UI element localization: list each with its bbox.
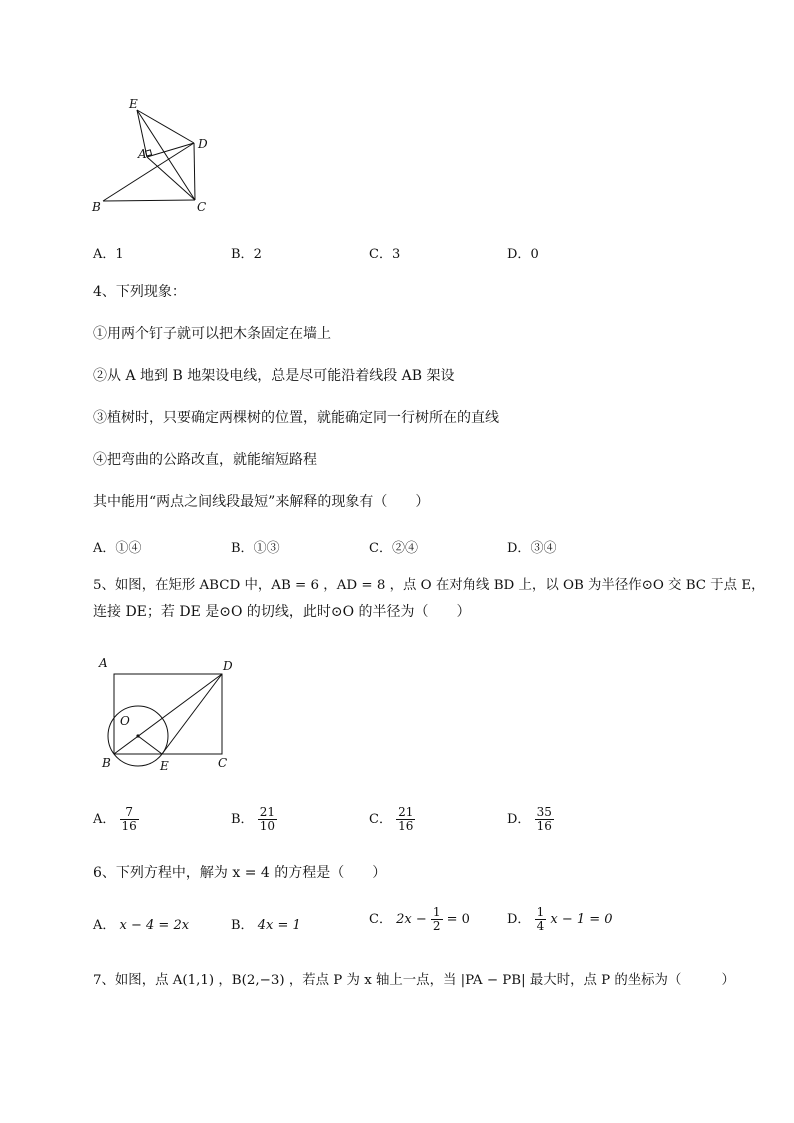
- fraction: [396, 806, 415, 833]
- option-letter: B．: [231, 541, 254, 556]
- option-letter: A．: [93, 247, 116, 262]
- label-E: E: [160, 759, 169, 773]
- label-A: A: [99, 656, 108, 670]
- q5-option-b[interactable]: [231, 806, 277, 833]
- option-letter: A．: [93, 812, 116, 827]
- denominator: 2: [432, 919, 441, 933]
- option-text: ①④: [115, 541, 142, 556]
- numerator: 35: [536, 805, 552, 819]
- option-text: 1: [115, 247, 124, 262]
- figure-rectangle-circle: [92, 652, 252, 777]
- q6-option-a[interactable]: [93, 914, 189, 933]
- denominator: 16: [536, 819, 552, 833]
- q3-option-c[interactable]: [369, 243, 400, 262]
- option-letter: C．: [369, 541, 392, 556]
- segment-DE: [162, 674, 222, 754]
- q6-option-d[interactable]: [507, 906, 613, 933]
- segment-DC: [194, 143, 195, 200]
- q4-option-a[interactable]: [93, 537, 141, 556]
- option-text: 2: [253, 247, 262, 262]
- segment-BD: [103, 143, 194, 201]
- q4-item-4: ④把弯曲的公路改直，就能缩短路程: [93, 452, 317, 468]
- q3-option-b[interactable]: [231, 243, 262, 262]
- option-text: 0: [530, 247, 539, 262]
- segment-OE: [138, 736, 162, 754]
- option-letter: D．: [507, 541, 531, 556]
- option-text: ②④: [391, 541, 418, 556]
- option-letter: A．: [93, 541, 116, 556]
- q3-option-d[interactable]: [507, 243, 539, 262]
- label-B: B: [102, 756, 111, 770]
- denominator: 4: [536, 919, 545, 933]
- option-text: 3: [391, 247, 401, 262]
- label-D: D: [198, 137, 208, 151]
- q5-option-a[interactable]: [93, 806, 139, 833]
- q4-stem: 4、下列现象：: [93, 284, 186, 300]
- option-letter: D．: [507, 912, 531, 927]
- label-B: B: [92, 200, 101, 214]
- segment-BC: [103, 200, 195, 201]
- label-D: D: [223, 659, 233, 673]
- denominator: 10: [259, 819, 275, 833]
- option-text: x − 4 = 2x: [119, 918, 190, 933]
- q4-option-d[interactable]: [507, 537, 556, 556]
- segment-AD: [147, 143, 194, 157]
- numerator: 1: [432, 905, 441, 919]
- q5-option-c[interactable]: [369, 806, 415, 833]
- label-C: C: [218, 756, 228, 770]
- diagonal-BD: [114, 674, 222, 754]
- option-letter: D．: [507, 812, 531, 827]
- numerator: 21: [259, 805, 275, 819]
- option-text-post: x − 1 = 0: [550, 912, 613, 927]
- numerator: 21: [398, 805, 414, 819]
- segment-ED: [137, 110, 194, 143]
- option-text-pre: 2x −: [396, 912, 427, 927]
- q4-question: 其中能用“两点之间线段最短”来解释的现象有（ ）: [93, 494, 430, 510]
- center-point-O: [136, 734, 139, 737]
- option-text-post: = 0: [446, 912, 470, 927]
- option-letter: B．: [231, 918, 254, 933]
- q3-option-a[interactable]: [93, 243, 124, 262]
- q7-stem: 7、如图，点 A(1,1) ，B(2,−3) ，若点 P 为 x 轴上一点，当 |PA − PB| 最大时，点 P 的坐标为（ ）: [93, 973, 735, 988]
- denominator: 16: [121, 819, 137, 833]
- q6-option-b[interactable]: [231, 914, 301, 933]
- q5-stem-line2: 连接 DE；若 DE 是⊙O 的切线，此时⊙O 的半径为（ ）: [93, 604, 471, 620]
- q4-option-b[interactable]: [231, 537, 280, 556]
- fraction: [431, 906, 443, 933]
- option-letter: C．: [369, 247, 392, 262]
- option-letter: B．: [231, 812, 254, 827]
- q5-stem-line1: 5、如图，在矩形 ABCD 中，AB = 6 ，AD = 8 ，点 O 在对角线 BD 上，以 OB 为半径作⊙O 交 BC 于点 E，: [93, 578, 765, 593]
- fraction: [535, 906, 547, 933]
- q4-item-1: ①用两个钉子就可以把木条固定在墙上: [93, 326, 331, 342]
- option-letter: D．: [507, 247, 531, 262]
- label-C: C: [197, 200, 207, 214]
- option-letter: C．: [369, 812, 392, 827]
- q4-item-3: ③植树时，只要确定两棵树的位置，就能确定同一行树所在的直线: [93, 410, 499, 426]
- label-O: O: [120, 714, 130, 728]
- option-letter: B．: [231, 247, 254, 262]
- label-A: A: [138, 147, 147, 161]
- fraction: [535, 806, 554, 833]
- option-letter: A．: [93, 918, 116, 933]
- denominator: 16: [398, 819, 414, 833]
- option-text: 4x = 1: [257, 918, 301, 933]
- numerator: 7: [120, 806, 139, 820]
- q4-option-c[interactable]: [369, 537, 418, 556]
- option-text: ③④: [530, 541, 557, 556]
- fraction: [258, 806, 277, 833]
- label-E: E: [129, 97, 138, 111]
- option-text: ①③: [253, 541, 280, 556]
- figure-triangles: [85, 95, 225, 220]
- option-letter: C．: [369, 912, 392, 927]
- q6-stem: 6、下列方程中，解为 x = 4 的方程是（ ）: [93, 865, 387, 881]
- q4-item-2: ②从 A 地到 B 地架设电线，总是尽可能沿着线段 AB 架设: [93, 368, 455, 384]
- fraction: [120, 806, 139, 833]
- q6-option-c[interactable]: [369, 906, 470, 933]
- q5-option-d[interactable]: [507, 806, 554, 833]
- numerator: 1: [536, 905, 545, 919]
